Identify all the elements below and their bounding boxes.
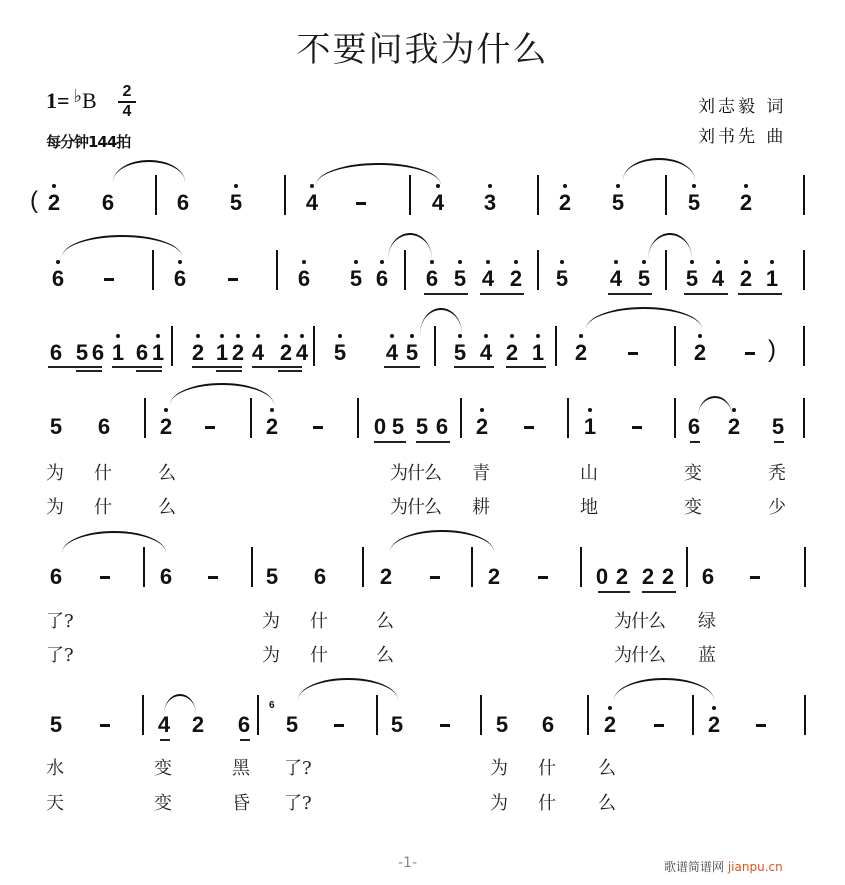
underline (608, 293, 652, 295)
lyric: 少 (768, 497, 786, 518)
dash (100, 724, 110, 727)
note: 1 (764, 268, 780, 290)
underline (454, 366, 494, 368)
barline (471, 547, 473, 587)
lyric: 为 (490, 793, 508, 814)
dash (440, 724, 450, 727)
key-note: B (82, 88, 97, 113)
barline (587, 695, 589, 735)
note: 0 (373, 414, 387, 439)
barline (803, 326, 805, 366)
lyric: 水 (46, 758, 64, 779)
lyric: 了? (46, 645, 74, 666)
barline (537, 175, 539, 215)
slur (698, 396, 732, 416)
lyric: 为什么 (614, 645, 665, 666)
composer-credit: 刘书先 曲 (698, 127, 787, 147)
note: 4 (250, 342, 266, 364)
underline (240, 739, 250, 741)
lyric: 为 (46, 497, 64, 518)
slur (388, 233, 432, 259)
lyric: 了? (284, 793, 312, 814)
underline (160, 739, 170, 741)
note: 6 (97, 414, 111, 439)
note: 2 (661, 564, 675, 589)
lyric: 么 (376, 611, 394, 632)
slur (62, 235, 182, 257)
song-title: 不要问我为什么 (296, 30, 549, 70)
note: 6 (374, 268, 390, 290)
note: 2 (230, 342, 246, 364)
slur (614, 678, 714, 700)
barline (537, 250, 539, 290)
barline (376, 695, 378, 735)
barline (665, 175, 667, 215)
lyric: 为什么 (390, 463, 441, 484)
note: 6 (101, 190, 115, 215)
lyric: 什 (310, 645, 328, 666)
barline (250, 398, 252, 438)
underline (642, 591, 676, 593)
note: 4 (608, 268, 624, 290)
note: 2 (508, 268, 524, 290)
note: 1 (582, 416, 598, 438)
dash (756, 724, 766, 727)
note: 5 (636, 268, 652, 290)
barline (313, 326, 315, 366)
lyric: 什 (94, 463, 112, 484)
lyric: 什 (310, 611, 328, 632)
note: 4 (478, 342, 494, 364)
note: 2 (557, 192, 573, 214)
note: 2 (738, 192, 754, 214)
note: 5 (404, 342, 420, 364)
barline (803, 250, 805, 290)
lyric: 山 (580, 463, 598, 484)
lyric: 变 (684, 463, 702, 484)
note: 6 (237, 712, 251, 737)
lyric: 为 (262, 645, 280, 666)
note: 4 (480, 268, 496, 290)
note: 6 (91, 340, 105, 365)
lyric: 么 (158, 463, 176, 484)
watermark-domain: jianpu.cn (727, 860, 783, 874)
underline (480, 293, 524, 295)
note: 0 (595, 564, 609, 589)
note: 6 (176, 190, 190, 215)
lyric: 为 (490, 758, 508, 779)
note: 4 (157, 712, 171, 737)
barline (284, 175, 286, 215)
underline (690, 441, 700, 443)
grace-note: 6 (269, 700, 275, 711)
note: 5 (49, 414, 63, 439)
barline (480, 695, 482, 735)
lyric: 蓝 (698, 645, 716, 666)
note: 6 (50, 268, 66, 290)
slur (623, 158, 695, 180)
note: 2 (278, 342, 294, 364)
note: 2 (615, 564, 629, 589)
barline (686, 547, 688, 587)
underline (192, 366, 242, 368)
lyric: 为 (262, 611, 280, 632)
underline (112, 366, 162, 368)
underline (416, 441, 450, 443)
underline (738, 293, 782, 295)
slur (298, 678, 398, 700)
lyricist-credit: 刘志毅 词 (698, 97, 787, 117)
dash (538, 576, 548, 579)
barline (804, 695, 806, 735)
dash (628, 352, 638, 355)
barline (404, 250, 406, 290)
note: 2 (504, 342, 520, 364)
tempo-marking: 每分钟144拍 (46, 133, 131, 151)
note: 6 (172, 268, 188, 290)
slur (62, 531, 166, 553)
note: 2 (692, 342, 708, 364)
lyric: 么 (376, 645, 394, 666)
lyric: 变 (684, 497, 702, 518)
barline (171, 326, 173, 366)
barline (142, 695, 144, 735)
open-paren: ( (30, 187, 38, 214)
lyric: 耕 (472, 497, 490, 518)
note: 5 (49, 712, 63, 737)
note: 5 (495, 712, 509, 737)
note: 6 (541, 712, 555, 737)
dash (313, 426, 323, 429)
dash (205, 426, 215, 429)
note: 5 (415, 414, 429, 439)
lyric: 么 (598, 758, 616, 779)
note: 6 (296, 268, 312, 290)
underline (374, 441, 406, 443)
barline (460, 398, 462, 438)
underline (684, 293, 728, 295)
barline (674, 398, 676, 438)
note: 2 (487, 564, 501, 589)
barline (434, 326, 436, 366)
note: 6 (435, 414, 449, 439)
note: 5 (265, 564, 279, 589)
lyric: 变 (154, 758, 172, 779)
note: 1 (530, 342, 546, 364)
lyric: 为什么 (390, 497, 441, 518)
note: 5 (332, 342, 348, 364)
lyric: 绿 (698, 611, 716, 632)
underline (76, 370, 102, 372)
dash (104, 278, 114, 281)
barline (362, 547, 364, 587)
lyric: 昏 (232, 793, 250, 814)
slur (420, 308, 462, 334)
note: 5 (771, 414, 785, 439)
note: 2 (641, 564, 655, 589)
note: 2 (264, 416, 280, 438)
underline (136, 370, 162, 372)
note: 4 (294, 342, 310, 364)
lyric: 为 (46, 463, 64, 484)
note: 5 (390, 712, 404, 737)
note: 2 (158, 416, 174, 438)
note: 2 (474, 416, 490, 438)
barline (692, 695, 694, 735)
barline (567, 398, 569, 438)
time-sig-bottom: 4 (122, 103, 132, 120)
lyric: 什 (94, 497, 112, 518)
barline (803, 398, 805, 438)
dash (100, 576, 110, 579)
note: 5 (452, 268, 468, 290)
lyric: 变 (154, 793, 172, 814)
underline (506, 366, 546, 368)
note: 4 (710, 268, 726, 290)
dash (228, 278, 238, 281)
flat-icon: ♭ (73, 86, 83, 106)
note: 5 (554, 268, 570, 290)
key-signature (46, 86, 97, 114)
lyric: 什 (538, 793, 556, 814)
lyric: 青 (472, 463, 490, 484)
close-paren: ) (768, 336, 776, 363)
note: 5 (75, 340, 89, 365)
lyric: 什 (538, 758, 556, 779)
slur (648, 233, 692, 259)
underline (48, 366, 102, 368)
underline (424, 293, 468, 295)
barline (357, 398, 359, 438)
barline (804, 547, 806, 587)
barline (674, 326, 676, 366)
barline (257, 695, 259, 735)
watermark-site-name: 歌谱简谱网 (664, 860, 725, 874)
key-label: 1= (46, 88, 70, 113)
note: 6 (135, 340, 149, 365)
dash (745, 352, 755, 355)
note: 2 (379, 564, 393, 589)
note: 5 (684, 268, 700, 290)
lyric: 为什么 (614, 611, 665, 632)
dash (356, 202, 366, 205)
note: 2 (190, 342, 206, 364)
note: 3 (482, 192, 498, 214)
note: 6 (701, 564, 715, 589)
dash (654, 724, 664, 727)
note: 5 (285, 712, 299, 737)
note: 4 (304, 192, 320, 214)
note: 2 (738, 268, 754, 290)
lyric: 天 (46, 793, 64, 814)
note: 6 (49, 340, 63, 365)
barline (803, 175, 805, 215)
note: 2 (726, 416, 742, 438)
barline (152, 250, 154, 290)
barline (555, 326, 557, 366)
barline (409, 175, 411, 215)
lyric: 了? (46, 611, 74, 632)
lyric: 么 (598, 793, 616, 814)
lyric: 秃 (768, 463, 786, 484)
underline (278, 370, 302, 372)
barline (665, 250, 667, 290)
note: 5 (452, 342, 468, 364)
note: 6 (159, 564, 173, 589)
barline (155, 175, 157, 215)
slur (586, 307, 702, 329)
note: 4 (430, 192, 446, 214)
dash (430, 576, 440, 579)
note: 1 (110, 342, 126, 364)
note: 5 (686, 192, 702, 214)
dash (750, 576, 760, 579)
lyric: 么 (158, 497, 176, 518)
slur (164, 694, 196, 714)
dash (632, 426, 642, 429)
barline (276, 250, 278, 290)
dash (208, 576, 218, 579)
barline (580, 547, 582, 587)
note: 6 (49, 564, 63, 589)
lyric: 黑 (232, 758, 250, 779)
watermark (664, 858, 783, 875)
time-signature (118, 84, 136, 120)
note: 5 (348, 268, 364, 290)
lyric: 了? (284, 758, 312, 779)
page-number: -1- (398, 855, 418, 871)
time-sig-top: 2 (122, 83, 132, 100)
note: 2 (46, 192, 62, 214)
slur (113, 160, 185, 182)
note: 2 (191, 712, 205, 737)
underline (774, 441, 784, 443)
note: 2 (573, 342, 589, 364)
slur (316, 163, 441, 185)
barline (251, 547, 253, 587)
note: 6 (424, 268, 440, 290)
dash (334, 724, 344, 727)
note: 5 (228, 192, 244, 214)
note: 6 (313, 564, 327, 589)
note: 2 (602, 714, 618, 736)
note: 1 (150, 342, 166, 364)
barline (143, 547, 145, 587)
note: 5 (391, 414, 405, 439)
slur (390, 530, 494, 552)
slur (170, 383, 274, 405)
dash (524, 426, 534, 429)
note: 6 (687, 414, 701, 439)
note: 4 (384, 342, 400, 364)
note: 5 (610, 192, 626, 214)
underline (216, 370, 242, 372)
note: 1 (214, 342, 230, 364)
lyric: 地 (580, 497, 598, 518)
note: 2 (706, 714, 722, 736)
underline (252, 366, 302, 368)
barline (144, 398, 146, 438)
underline (384, 366, 420, 368)
underline (598, 591, 630, 593)
